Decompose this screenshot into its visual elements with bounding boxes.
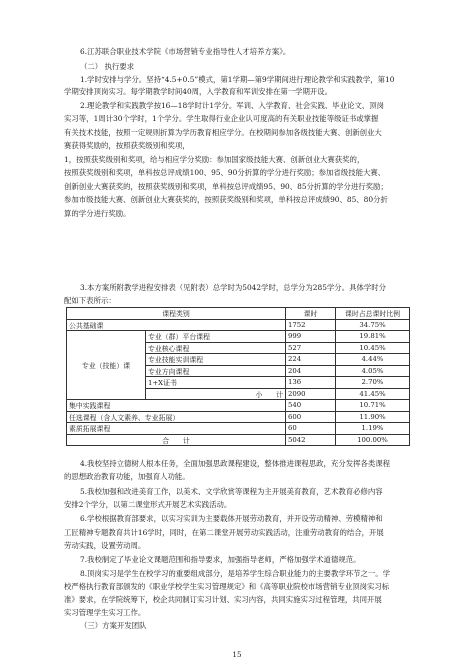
credit-hours-table <box>66 307 410 446</box>
table-row-total <box>67 434 410 446</box>
para-2-line: 创新创业大赛获奖的，按照获奖级别和奖项，单科按总评成绩95、90、85分折算的学分进行奖励； <box>64 182 388 191</box>
table-row <box>67 411 410 423</box>
row-hours: 60 <box>286 423 336 435</box>
row-percentage: 41.45% <box>336 388 410 400</box>
para-3-line: 配如下表所示： <box>64 296 116 305</box>
para-2-line: 2.理论教学和实践教学按16—18学时计1学分。军训、入学教育、社会实践、毕业论文、顶岗 <box>80 101 385 110</box>
row-percentage: 10.71% <box>336 400 410 412</box>
para-2-line: 算的学分进行奖励。 <box>64 209 131 218</box>
row-category: 集中实践课程 <box>67 400 286 412</box>
table-row <box>67 331 410 343</box>
table-row <box>67 423 410 435</box>
para-2-line: 实习等，1周计30个学时，1个学分。学生取得行业企业认可度高的有关职业技能等级证书或掌握 <box>64 114 379 123</box>
para-5-line: 安排2个学分，以第二课堂形式开展艺术实践活动。 <box>64 500 232 509</box>
row-hours: 204 <box>286 365 336 377</box>
row-hours: 1752 <box>286 319 336 331</box>
row-subcategory: 1+X证书 <box>146 377 286 389</box>
para-5-line: 5.我校加强和改进美育工作，以美术、文学欣赏等课程为主开展美育教育，艺术教育必修内容 <box>80 487 383 496</box>
para-1-line: 学期安排顶岗实习。每学期教学时间40周，入学教育和军训安排在第一学期开设。 <box>64 87 333 96</box>
para-6-line: 工匠精神专题教育共计16学时，同时，在第二课堂开展劳动实践活动，注重劳动教育的结合，开展 <box>64 528 384 537</box>
row-subcategory: 专业方向课程 <box>146 365 286 377</box>
para-4-line: 4.我校坚持立德树人根本任务，全面加强思政课程建设，整体推进课程思政，充分发挥各类课程 <box>80 459 391 468</box>
row-percentage: 19.81% <box>336 331 410 343</box>
para-2-line: 参加市级技能大赛、创新创业大赛获奖的，按照获奖级别和奖项，单科按总评成绩90、85、80分折 <box>64 195 388 204</box>
row-group-label: 专业（技能）课 <box>67 331 146 400</box>
row-percentage: 4.05% <box>336 365 410 377</box>
para-6-line: 劳动实践，设置劳动周。 <box>64 541 146 550</box>
para-8-line: 实习管理学生实习工作。 <box>64 608 146 617</box>
row-hours: 2090 <box>286 388 336 400</box>
row-percentage: 34.75% <box>336 319 410 331</box>
header-hours: 课时 <box>286 308 336 320</box>
para-2-line: 有关技术技能，按照一定规则折算为学历教育相应学分。在校期间参加各级技能大赛、创新创业大 <box>64 128 382 137</box>
table-row <box>67 319 410 331</box>
para-8-line: 校严格执行教育部颁发的《职业学校学生实习管理规定》和《高等职业院校市场营销专业顶岗实习标 <box>64 582 390 591</box>
row-hours: 5042 <box>286 434 336 446</box>
para-3-line: 3.本方案所附教学进程安排表（见附表）总学时为5042学时，总学分为285学分。具体学时分 <box>80 283 387 292</box>
row-category: 素质拓展课程 <box>67 423 286 435</box>
para-2-line: 按照获奖级别和奖项，单科按总评成绩100、95、90分折算的学分进行奖励；参加省级技能大赛、 <box>64 168 386 177</box>
row-subcategory: 专业技能实训课程 <box>146 354 286 366</box>
row-category: 合 计 <box>67 434 286 446</box>
para-7-line: 7.我校制定了毕业论文课题范围和指导要求，加强指导老师，严格加强学术道德规范。 <box>80 555 361 564</box>
section-heading: （三）方案开发团队 <box>80 621 147 630</box>
section-heading: （二） 执行要求 <box>80 62 135 71</box>
para-2-line: 赛获得奖励的，按照获奖级别和奖项， <box>64 141 190 150</box>
row-subcategory: 专业核心课程 <box>146 342 286 354</box>
row-percentage: 4.44% <box>336 354 410 366</box>
row-percentage: 100.00% <box>336 434 410 446</box>
table-header-row <box>67 308 410 320</box>
para-8-line: 8.顶岗实习是学生在校学习的重要组成部分，是培养学生综合职业能力的主要教学环节之一。学 <box>80 569 391 578</box>
row-hours: 527 <box>286 342 336 354</box>
row-percentage: 2.70% <box>336 377 410 389</box>
header-category: 课程类别 <box>67 308 286 320</box>
para-8-line: 准》要求，在学院统筹下，校企共同制订实习计划、实习内容，共同实施实习过程管理，共同开展 <box>64 595 382 604</box>
row-hours: 136 <box>286 377 336 389</box>
row-hours: 999 <box>286 331 336 343</box>
row-percentage: 11.90% <box>336 411 410 423</box>
row-subcategory: 小 计 <box>146 388 286 400</box>
row-percentage: 10.45% <box>336 342 410 354</box>
header-percentage: 课时占总课时比例 <box>336 308 410 320</box>
para-1-line: 1.学时安排与学分。坚持“4.5+0.5”模式，第1学期—第9学期间进行理论教学和实践教学，第10 <box>80 75 395 84</box>
row-category: 任选课程（含人文素养、专业拓展） <box>67 411 286 423</box>
para-6-line: 6.学校根据教育部要求，以实习实训为主要载体开展劳动教育，并开设劳动精神、劳模精神和 <box>80 514 383 523</box>
para-2-line: 1，按照获奖级别和奖项，给与相应学分奖励：参加国家级技能大赛、创新创业大赛获奖的， <box>64 155 365 164</box>
row-hours: 540 <box>286 400 336 412</box>
page-number: 15 <box>232 650 242 659</box>
row-category: 公共基础课 <box>67 319 286 331</box>
row-hours: 224 <box>286 354 336 366</box>
para-item-6: 6.江苏联合职业技术学院《市场营销专业指导性人才培养方案》。 <box>80 47 291 56</box>
para-4-line: 的思想政治教育功能，加强育人功能。 <box>64 472 190 481</box>
table-row <box>67 400 410 412</box>
row-hours: 600 <box>286 411 336 423</box>
row-subcategory: 专业（群）平台课程 <box>146 331 286 343</box>
row-percentage: 1.19% <box>336 423 410 435</box>
